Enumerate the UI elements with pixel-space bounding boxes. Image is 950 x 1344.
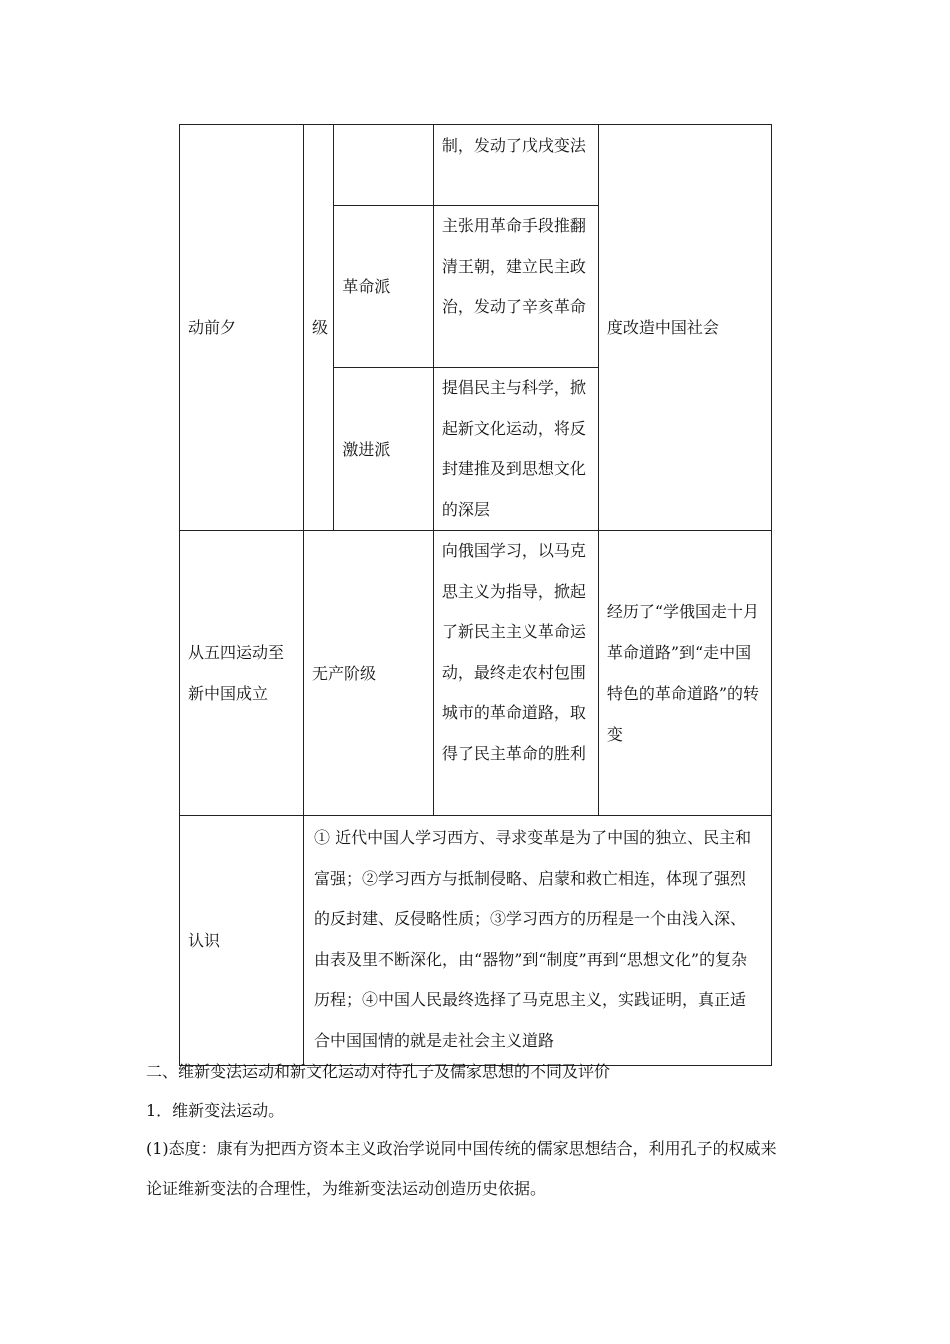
- period-cell-may4: 从五四运动至新中国成立: [180, 531, 304, 816]
- paragraph-line-1: (1)态度：康有为把西方资本主义政治学说同中国传统的儒家思想结合，利用孔子的权威来: [146, 1139, 777, 1158]
- list-item-1: 1．维新变法运动。: [146, 1101, 285, 1120]
- comparison-table: [179, 124, 772, 1066]
- revolution-desc-cell: 主张用革命手段推翻清王朝，建立民主政治，发动了辛亥革命: [433, 206, 598, 368]
- period-cell: 动前夕: [180, 125, 304, 531]
- faction-cell-radical: 激进派: [334, 368, 433, 531]
- radical-desc-cell: 提倡民主与科学，掀起新文化运动，将反封建推及到思想文化的深层: [433, 368, 598, 531]
- class-cell-proletariat: 无产阶级: [304, 531, 434, 816]
- knowledge-content-cell: ① 近代中国人学习西方、寻求变革是为了中国的独立、民主和富强；②学习西方与抵制侵略、启蒙和救亡相连，体现了强烈的反封建、反侵略性质；③学习西方的历程是一个由浅入深、由表及里不断深化，由“器物”到“制度”再到“思想文化”的复杂历程；④中国人民最终选择了马克思主义，实践证明，真正适合中国国情的就是走社会主义道路: [304, 816, 772, 1066]
- section-heading: 二、维新变法运动和新文化运动对待孔子及儒家思想的不同及评价: [146, 1062, 611, 1081]
- paragraph-line-2: 论证维新变法的合理性，为维新变法运动创造历史依据。: [146, 1179, 547, 1198]
- result-cell-may4: 经历了“学俄国走十月革命道路”到“走中国特色的革命道路”的转变: [598, 531, 771, 816]
- reform-desc-cell: 制，发动了戊戌变法: [433, 125, 598, 206]
- proletariat-desc-cell: 向俄国学习，以马克思主义为指导，掀起了新民主主义革命运动，最终走农村包围城市的革命道路，取得了民主革命的胜利: [433, 531, 598, 816]
- faction-cell-revolution: 革命派: [334, 206, 433, 368]
- knowledge-label-cell: 认识: [180, 816, 304, 1066]
- result-cell: 度改造中国社会: [598, 125, 771, 531]
- class-cell: 级: [304, 125, 334, 531]
- faction-cell-empty: [334, 125, 433, 206]
